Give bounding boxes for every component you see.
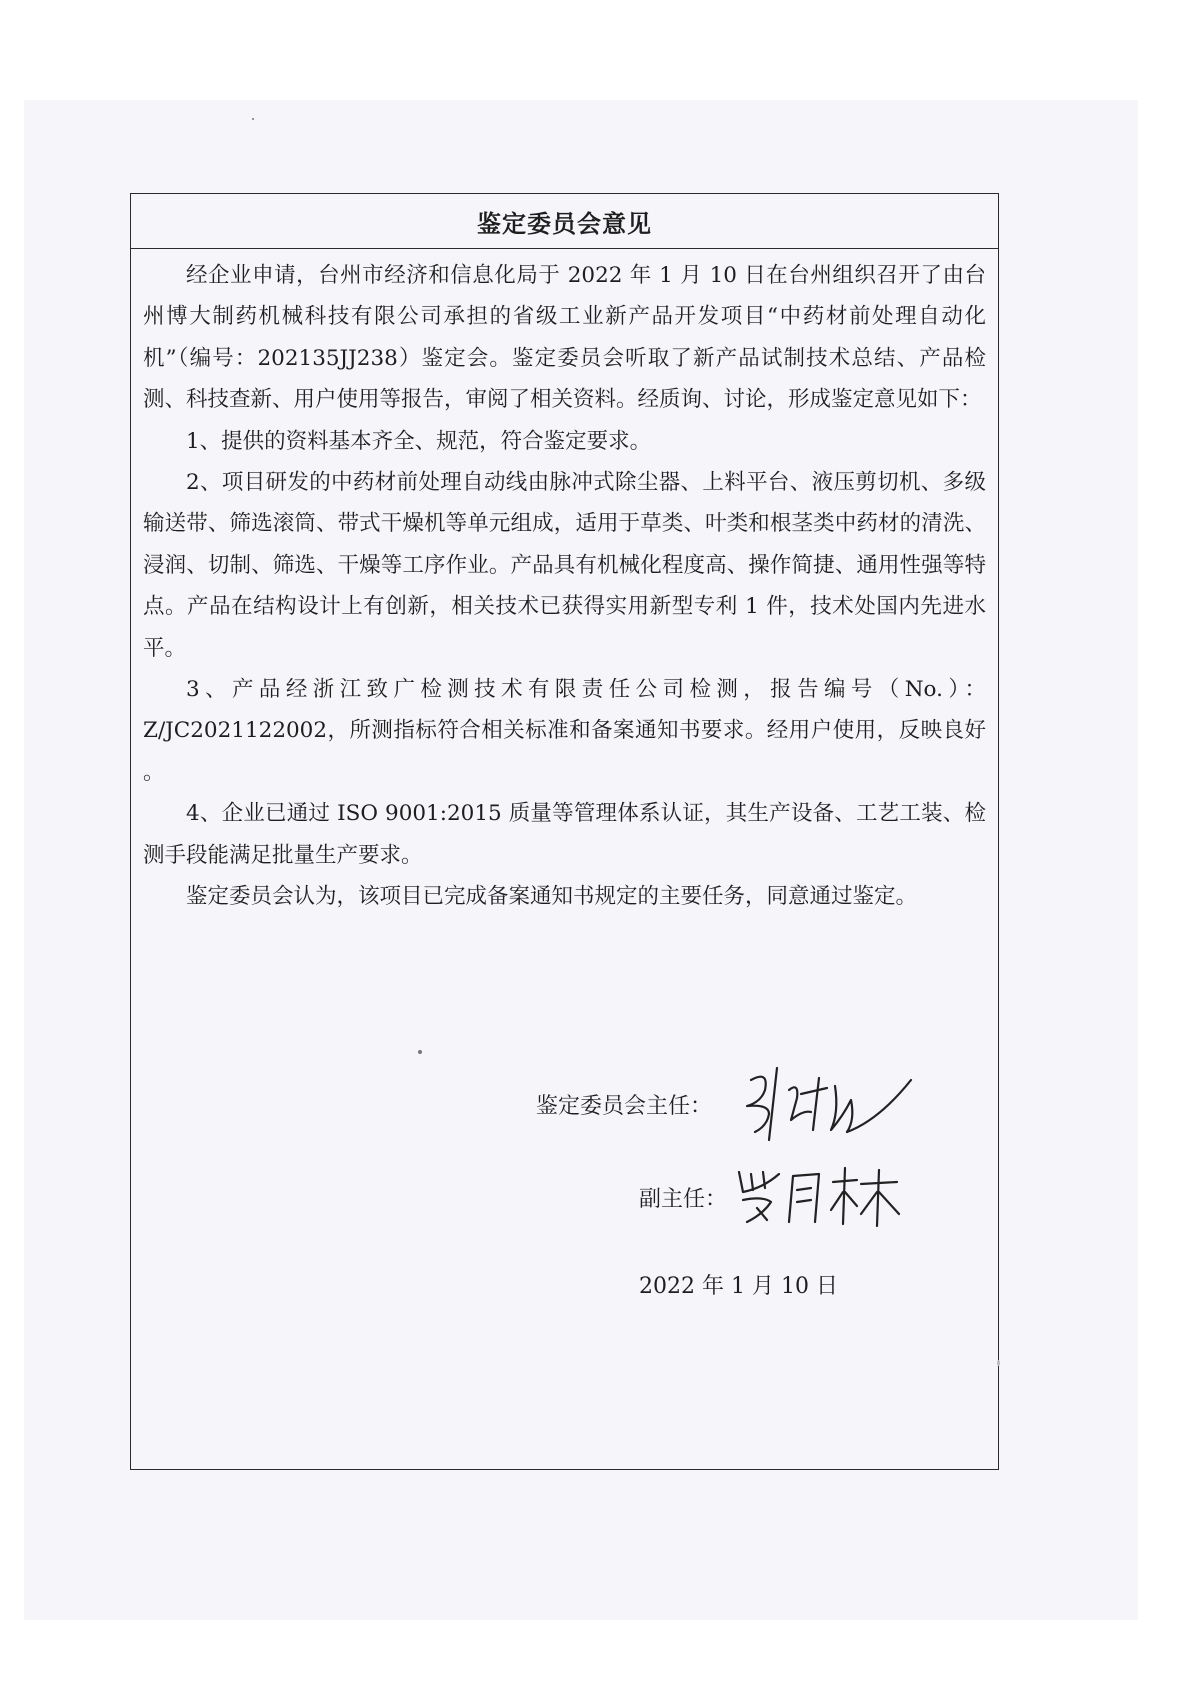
opinion-table: [130, 193, 999, 1470]
document-title: 鉴定委员会意见: [477, 209, 652, 238]
vice-chair-signature: [733, 1162, 903, 1232]
signature-block: [131, 194, 998, 1469]
paragraph-item-3: 3、产品经浙江致广检测技术有限责任公司检测，报告编号（No.）：Z/JC2021122002，所测指标符合相关标准和备案通知书要求。经用户使用，反映良好 。: [143, 677, 986, 785]
signature-date: 2022 年 1 月 10 日: [639, 1274, 838, 1299]
chair-label: 鉴定委员会主任：: [536, 1094, 713, 1119]
paragraph-item-2: 2、项目研发的中药材前处理自动线由脉冲式除尘器、上料平台、液压剪切机、多级输送带、筛选滚筒、带式干燥机等单元组成，适用于草类、叶类和根茎类中药材的清洗、浸润、切制、筛选、干燥等工序作业。产品具有机械化程度高、操作简捷、通用性强等特点。产品在结构设计上有创新，相关技术已获得实用新型专利 1 件，技术处国内先进水平。: [143, 470, 986, 661]
scan-speck: [418, 1050, 422, 1054]
paragraph-intro: 经企业申请，台州市经济和信息化局于 2022 年 1 月 10 日在台州组织召开了由台州博大制药机械科技有限公司承担的省级工业新产品开发项目“中药材前处理自动化机”（编号：202135JJ238）鉴定会。鉴定委员会听取了新产品试制技术总结、产品检测、科技查新、用户使用等报告，审阅了相关资料。经质询、讨论，形成鉴定意见如下：: [143, 263, 986, 413]
chair-signature: [739, 1060, 919, 1150]
vice-chair-label: 副主任：: [639, 1187, 728, 1212]
paragraph-conclusion: 鉴定委员会认为，该项目已完成备案通知书规定的主要任务，同意通过鉴定。: [186, 884, 918, 910]
scan-speck: [997, 1360, 1000, 1366]
paragraph-item-4: 4、企业已通过 ISO 9001:2015 质量等管理体系认证，其生产设备、工艺工装、检测手段能满足批量生产要求。: [143, 801, 986, 868]
paragraph-item-1: 1、提供的资料基本齐全、规范，符合鉴定要求。: [186, 428, 652, 454]
scan-speck: [252, 118, 254, 120]
